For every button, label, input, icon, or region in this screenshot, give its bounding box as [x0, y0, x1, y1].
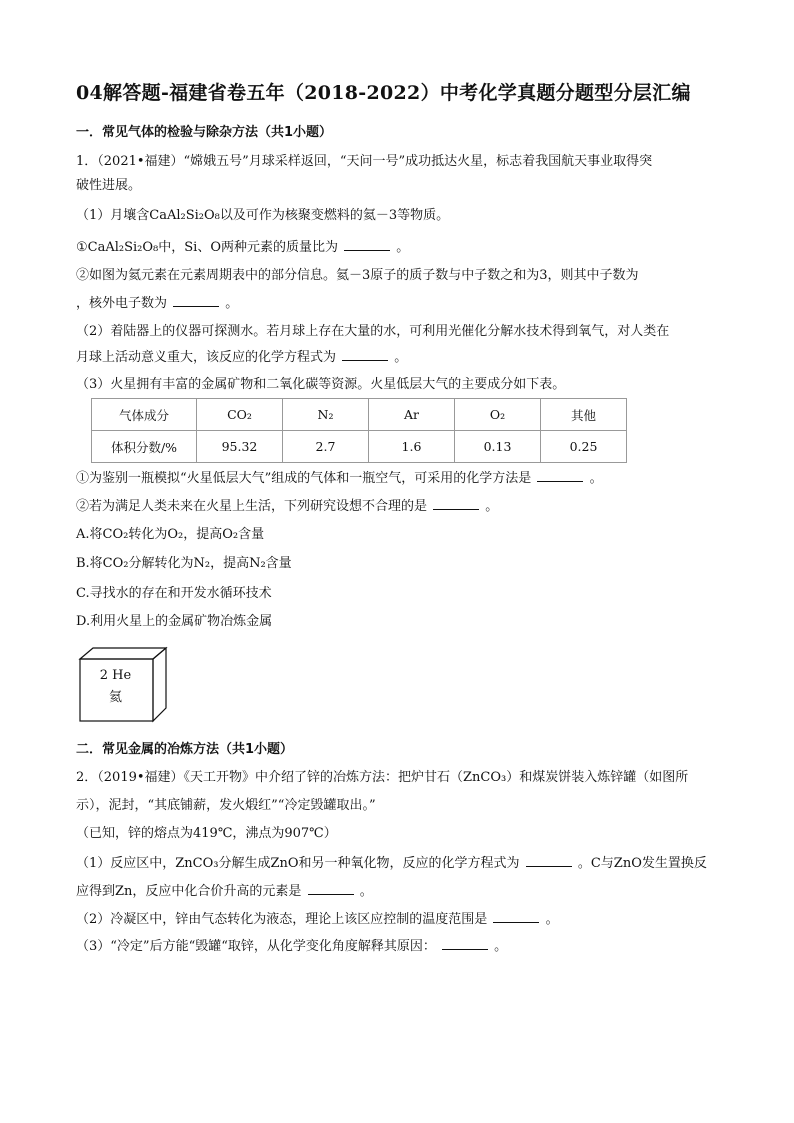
table-row	[92, 431, 627, 463]
option-b[interactable]: B.将CO₂分解转化为N₂，提高N₂含量	[76, 556, 292, 571]
q2-part1-line2-end: 。	[359, 884, 373, 899]
q1-part1-a-text: ①CaAl₂Si₂O₈中，Si、O两种元素的质量比为	[76, 240, 338, 255]
table-cell: 1.6	[369, 431, 455, 463]
answer-blank[interactable]	[537, 469, 583, 482]
q1-part1-b-line1: ②如图为氦元素在元素周期表中的部分信息。氦－3原子的质子数与中子数之和为3，则其中子数为	[76, 268, 639, 283]
q1-stem-line1: 1．（2021•福建）“嫦娥五号”月球采样返回，“天问一号”成功抵达火星，标志着我国航天事业取得突	[76, 154, 653, 169]
q2-part1-line2	[76, 880, 373, 899]
answer-blank[interactable]	[526, 854, 572, 867]
q1-part3: （3）火星拥有丰富的金属矿物和二氧化碳等资源。火星低层大气的主要成分如下表。	[76, 377, 566, 392]
answer-blank[interactable]	[342, 348, 388, 361]
helium-element-cube	[78, 646, 168, 724]
q1-part3-a	[76, 467, 603, 486]
element-symbol: 2 He	[99, 668, 132, 683]
page-title: 04解答题-福建省卷五年（2018-2022）中考化学真题分题型分层汇编	[76, 82, 691, 104]
q2-part2-end: 。	[545, 912, 559, 927]
table-cell: O₂	[455, 399, 541, 431]
q1-part1-b-end: 。	[225, 296, 239, 311]
table-cell: 气体成分	[92, 399, 197, 431]
answer-blank[interactable]	[308, 882, 354, 895]
q1-part3-a-end: 。	[589, 471, 603, 486]
q1-part3-b	[76, 495, 498, 514]
table-cell: 0.25	[541, 431, 627, 463]
q1-part2-line1: （2）着陆器上的仪器可探测水。若月球上存在大量的水，可利用光催化分解水技术得到氧气，对人类在	[76, 324, 670, 339]
q2-part3	[76, 935, 507, 954]
table-cell: 体积分数/%	[92, 431, 197, 463]
option-a[interactable]: A.将CO₂转化为O₂，提高O₂含量	[76, 527, 265, 542]
answer-blank[interactable]	[493, 910, 539, 923]
section1-heading: 一．常见气体的检验与除杂方法（共1小题）	[76, 125, 333, 140]
q1-part2-end: 。	[394, 350, 408, 365]
table-cell: Ar	[369, 399, 455, 431]
element-name: 氦	[108, 690, 122, 705]
q1-part2-text: 月球上活动意义重大，该反应的化学方程式为	[76, 350, 337, 365]
q1-part1-b-text: ，核外电子数为	[76, 296, 168, 311]
q2-note: （已知，锌的熔点为419℃，沸点为907℃）	[76, 826, 337, 841]
table-cell: 95.32	[197, 431, 283, 463]
q2-stem-line1: 2．（2019•福建）《天工开物》中介绍了锌的冶炼方法：把炉甘石（ZnCO₃）和煤炭饼装入炼锌罐（如图所	[76, 770, 689, 785]
mars-atmosphere-table	[91, 398, 627, 463]
q1-part3-b-end: 。	[485, 499, 499, 514]
option-d[interactable]: D.利用火星上的金属矿物冶炼金属	[76, 614, 273, 629]
q1-part3-b-text: ②若为满足人类未来在火星上生活，下列研究设想不合理的是	[76, 499, 428, 514]
q1-part3-a-text: ①为鉴别一瓶模拟“火星低层大气”组成的气体和一瓶空气，可采用的化学方法是	[76, 471, 532, 486]
q2-stem-line2: 示），泥封，“其底铺薪，发火煅红”“冷定毁罐取出。”	[76, 798, 376, 813]
option-c[interactable]: C.寻找水的存在和开发水循环技术	[76, 586, 272, 601]
table-cell: N₂	[283, 399, 369, 431]
table-cell: 其他	[541, 399, 627, 431]
q2-part1-text: （1）反应区中，ZnCO₃分解生成ZnO和另一种氧化物，反应的化学方程式为	[76, 856, 520, 871]
q1-part1-a-end: 。	[396, 240, 410, 255]
table-cell: 0.13	[455, 431, 541, 463]
q2-part1-line2-text: 应得到Zn，反应中化合价升高的元素是	[76, 884, 302, 899]
q2-part1-line1	[76, 852, 707, 871]
table-header-row	[92, 399, 627, 431]
q2-part2	[76, 908, 559, 927]
answer-blank[interactable]	[344, 238, 390, 251]
q1-stem-line2: 破性进展。	[76, 178, 142, 193]
q2-part3-text: （3）“冷定”后方能“毁罐“取锌，从化学变化角度解释其原因：	[76, 939, 436, 954]
section2-heading: 二．常见金属的冶炼方法（共1小题）	[76, 742, 294, 757]
table-cell: CO₂	[197, 399, 283, 431]
table-cell: 2.7	[283, 431, 369, 463]
answer-blank[interactable]	[173, 294, 219, 307]
answer-blank[interactable]	[442, 937, 488, 950]
q2-part2-text: （2）冷凝区中，锌由气态转化为液态，理论上该区应控制的温度范围是	[76, 912, 488, 927]
q1-part1-b-line2	[76, 292, 238, 311]
q1-part1: （1）月壤含CaAl₂Si₂O₈以及可作为核聚变燃料的氦－3等物质。	[76, 208, 450, 223]
q2-part3-end: 。	[494, 939, 508, 954]
q1-part2-line2	[76, 346, 407, 365]
q2-part1-end: 。C与ZnO发生置换反	[577, 856, 707, 871]
q1-part1-a	[76, 236, 409, 255]
answer-blank[interactable]	[433, 497, 479, 510]
